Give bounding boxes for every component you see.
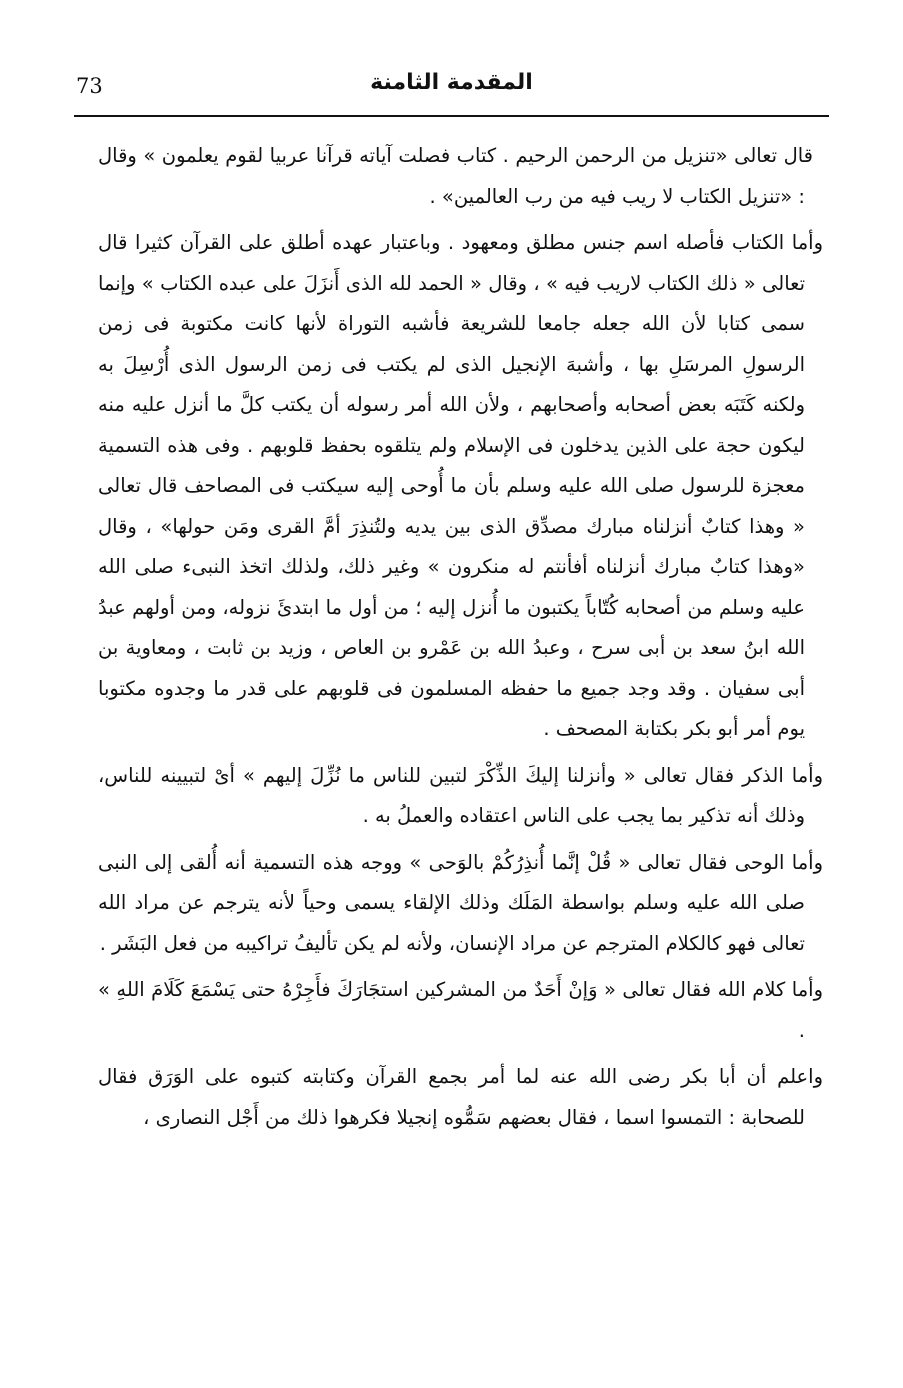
running-title: المقدمة الثامنة: [370, 70, 533, 95]
paragraph: وأما الوحى فقال تعالى « قُلْ إنَّما أُنذِرُكُمْ بالوَحى » ووجه هذه التسمية أنه أُلقى إلى النبى صلى الله عليه وسلم بواسطة المَلَك وذلك الإلقاء يسمى وحياً لأنه يترجم عن مراد الله تعالى فهو كالكلام المترجم عن مراد الإنسان، ولأنه لم يكن تأليفُ تراكيبه من فعل البَشَر .: [98, 850, 823, 955]
page-header: [74, 62, 829, 110]
paragraph: قال تعالى «تنزيل من الرحمن الرحيم . كتاب فصلت آياته قرآنا عربيا لقوم يعلمون » وقال : «تنزيل الكتاب لا ريب فيه من رب العالمين» .: [98, 144, 813, 208]
paragraph: وأما الذكر فقال تعالى « وأنزلنا إليكَ الذِّكْرَ لتبين للناس ما نُزِّلَ إليهم » أىْ لتبيينه للناس، وذلك أنه تذكير بما يجب على الناس اعتقاده والعملُ به .: [98, 763, 823, 827]
header-rule: [74, 115, 829, 117]
paragraph: واعلم أن أبا بكر رضى الله عنه لما أمر بجمع القرآن وكتابته كتبوه على الوَرَق فقال للصحابة : التمسوا اسما ، فقال بعضهم سَمُّوه إنجيلا فكرهوا ذلك من أَجْل النصارى ،: [98, 1065, 823, 1129]
body-text: [98, 136, 823, 1138]
paragraph: وأما كلام الله فقال تعالى « وَإنْ أَحَدٌ من المشركين استجَارَكَ فأَجِرْهُ حتى يَسْمَعَ كَلَامَ اللهِ » .: [98, 978, 823, 1042]
page-number: 73: [76, 74, 103, 98]
paragraph: وأما الكتاب فأصله اسم جنس مطلق ومعهود . وباعتبار عهده أطلق على القرآن كثيرا قال تعالى « ذلك الكتاب لاريب فيه » ، وقال « الحمد لله الذى أَنزَلَ على عبده الكتاب » وإنما سمى كتابا لأن الله جعله جامعا للشريعة فأشبه التوراة لأنها كانت مكتوبة فى زمن الرسولِ المرسَلِ بها ، وأشبهَ الإنجيل الذى لم يكتب فى زمن الرسول الذى أُرْسِلَ به ولكنه كَتَبَه بعض أصحابه وأصحابهم ، ولأن الله أمر رسوله أن يكتب كلَّ ما أنزل عليه منه ليكون حجة على الذين يدخلون فى الإسلام ولم يتلقوه بحفظ قلوبهم . وفى هذه التسمية معجزة للرسول صلى الله عليه وسلم بأن ما أُوحى إليه سيكتب فى المصاحف قال تعالى « وهذا كتابٌ أنزلناه مبارك مصدِّق الذى بين يديه ولتُنذِرَ أمَّ القرى ومَن حولها» ، وقال «وهذا كتابٌ مبارك أنزلناه أفأنتم له منكرون » وغير ذلك، ولذلك اتخذ النبىء صلى الله عليه وسلم من أصحابه كُتّاباً يكتبون ما أُنزل إليه ؛ من أول ما ابتدئَ نزوله، ومن أولهم عبدُ الله ابنُ سعد بن أبى سرح ، وعبدُ الله بن عَمْرو بن العاص ، وزيد بن ثابت ، ومعاوية بن أبى سفيان . وقد وجد جميع ما حفظه المسلمون فى قلوبهم على قدر ما وجدوه مكتوبا يوم أمر أبو بكر بكتابة المصحف .: [98, 231, 823, 740]
